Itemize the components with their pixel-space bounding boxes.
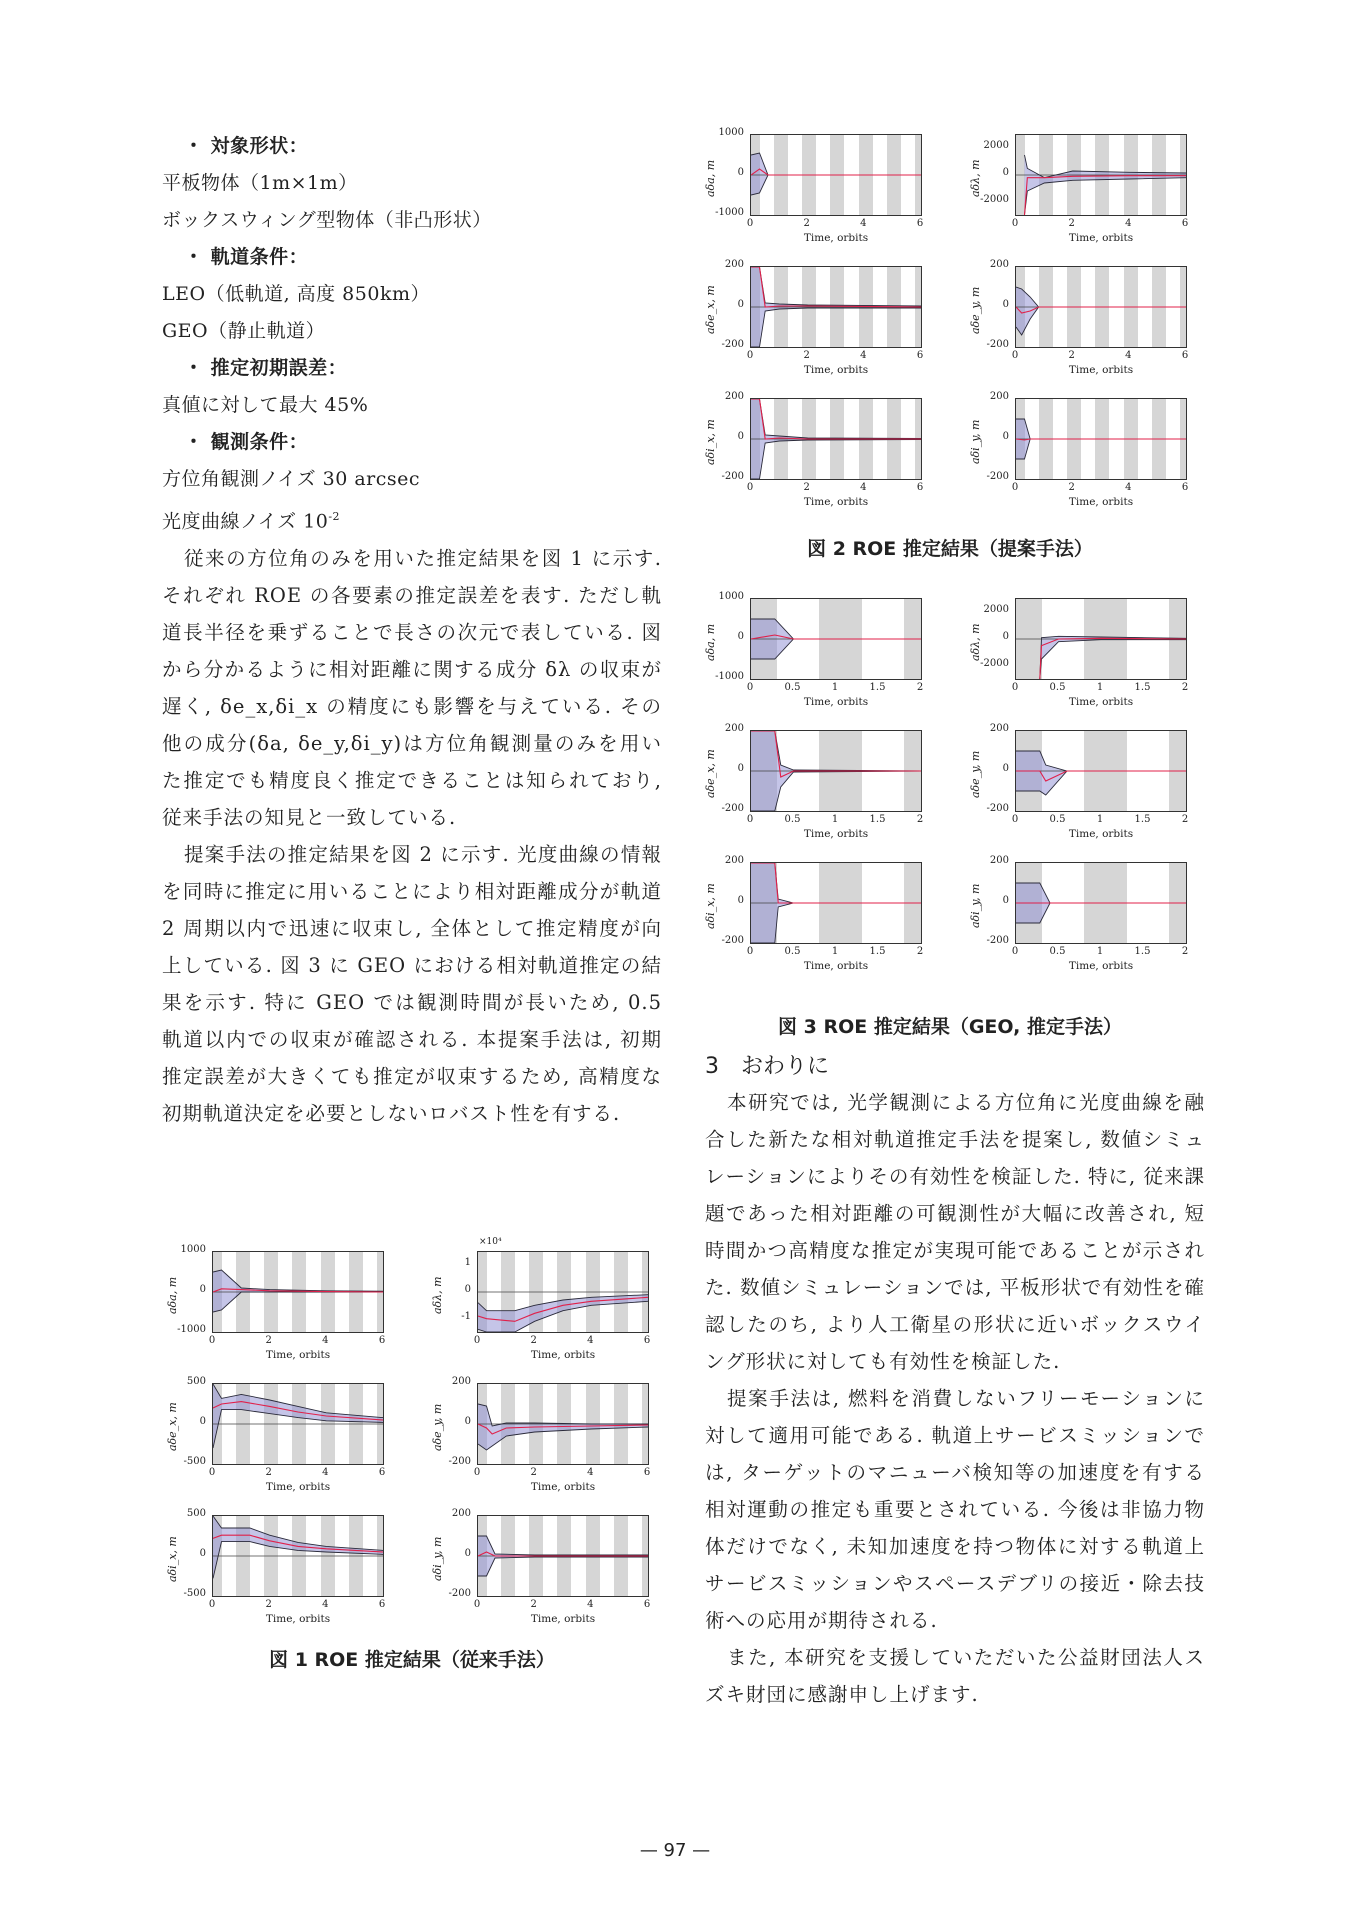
figure-2-caption: 図 2 ROE 推定結果（提案手法） <box>807 538 1093 560</box>
subplot <box>965 392 1195 520</box>
subplot <box>965 856 1195 984</box>
figure-1-grid <box>162 1237 662 1637</box>
x-tick-label: 1 <box>831 682 839 693</box>
x-tick-label: 4 <box>587 1599 594 1610</box>
y-tick-label: -1000 <box>715 671 744 682</box>
x-tick-label: 2 <box>1068 218 1075 229</box>
plot-lines <box>213 1384 383 1464</box>
subplot <box>965 260 1195 388</box>
x-tick-label: 6 <box>1181 218 1189 229</box>
plot-area <box>212 1251 384 1333</box>
x-tick-label: 0 <box>746 218 754 229</box>
y-tick-label: 0 <box>737 431 744 442</box>
y-tick-label: 0 <box>737 167 744 178</box>
plot-area <box>477 1383 649 1465</box>
figure-2-grid <box>700 128 1200 520</box>
y-axis-label: aδλ, m <box>969 159 982 197</box>
condition-line: ボックスウィング型物体（非凸形状） <box>162 209 492 231</box>
x-tick-label: 1 <box>831 814 839 825</box>
subplot <box>965 724 1195 852</box>
x-axis-label: Time, orbits <box>1068 496 1134 508</box>
x-tick-label: 1.5 <box>1134 814 1151 825</box>
x-tick-label: 0.5 <box>784 814 801 825</box>
y-tick-label: -200 <box>448 1588 471 1599</box>
x-tick-label: 1.5 <box>1134 682 1151 693</box>
y-axis-label: aδe_y, m <box>969 750 982 798</box>
plot-area <box>1015 266 1187 348</box>
y-axis-label: aδλ, m <box>431 1276 444 1314</box>
x-tick-label: 1.5 <box>869 682 886 693</box>
y-tick-label: 200 <box>989 259 1009 270</box>
y-tick-label: -2000 <box>980 657 1009 669</box>
x-axis-label: Time, orbits <box>803 364 869 376</box>
x-tick-label: 0 <box>1011 218 1019 229</box>
plot-area <box>750 266 922 348</box>
y-axis-label: aδe_x, m <box>704 749 717 799</box>
x-tick-label: 2 <box>265 1599 272 1610</box>
x-tick-label: 6 <box>1181 482 1189 493</box>
axis-scale-label: ×10⁴ <box>479 1237 502 1247</box>
condition-line: 方位角観測ノイズ 30 arcsec <box>162 468 421 490</box>
paragraph-fig2-description: 提案手法の推定結果を図 2 に示す. 光度曲線の情報を同時に推定に用いることにより相対距離成分が軌道 2 周期以内で迅速に収束し, 全体として推定精度が向上している. 図 3 に GEO における相対軌道推定の結果を示す. 特に GEO では観測時間が長いため, 0.5 軌道以内での収束が確認される. 本提案手法は, 初期推定誤差が大きくても推定が収束するため, 高精度な初期軌道決定を必要としないロバスト性を有する. <box>162 843 662 1126</box>
y-axis-label: aδe_y, m <box>431 1403 444 1451</box>
y-tick-label: -200 <box>448 1456 471 1467</box>
plot-lines <box>213 1516 383 1596</box>
x-tick-label: 4 <box>587 1335 594 1346</box>
y-tick-label: 0 <box>1002 895 1009 906</box>
x-tick-label: 4 <box>860 482 867 493</box>
y-tick-label: -1000 <box>177 1324 206 1335</box>
y-axis-label: aδi_x, m <box>166 1536 179 1582</box>
plot-area <box>212 1515 384 1597</box>
x-axis-label: Time, orbits <box>1068 828 1134 840</box>
x-tick-label: 0 <box>208 1599 216 1610</box>
plot-lines <box>1016 863 1186 943</box>
x-tick-label: 0 <box>473 1599 481 1610</box>
y-tick-label: -200 <box>986 339 1009 350</box>
x-axis-label: Time, orbits <box>803 496 869 508</box>
x-tick-label: 2 <box>916 814 924 825</box>
x-tick-label: 6 <box>643 1467 651 1478</box>
y-tick-label: 2000 <box>983 140 1009 152</box>
y-tick-label: -200 <box>721 339 744 350</box>
y-tick-label: -200 <box>986 803 1009 814</box>
plot-area <box>750 134 922 216</box>
x-axis-label: Time, orbits <box>265 1481 331 1493</box>
figure-1 <box>162 1237 662 1672</box>
y-tick-label: 200 <box>724 391 744 402</box>
subplot <box>700 856 930 984</box>
y-tick-label: -200 <box>986 935 1009 946</box>
plot-lines <box>751 731 921 811</box>
x-tick-label: 0.5 <box>784 682 801 693</box>
y-axis-label: aδe_x, m <box>704 285 717 335</box>
y-axis-label: aδi_x, m <box>704 883 717 929</box>
y-axis-label: aδi_y, m <box>969 419 982 465</box>
y-tick-label: 1 <box>464 1257 471 1269</box>
y-tick-label: 0 <box>199 1416 206 1427</box>
x-tick-label: 6 <box>916 350 924 361</box>
x-tick-label: 4 <box>1125 350 1132 361</box>
plot-lines <box>751 135 921 215</box>
x-axis-label: Time, orbits <box>1068 960 1134 972</box>
subplot <box>427 1377 657 1505</box>
figure-1-caption: 図 1 ROE 推定結果（従来手法） <box>269 1649 555 1671</box>
y-tick-label: 200 <box>724 723 744 734</box>
y-tick-label: -500 <box>183 1588 206 1599</box>
condition-line: 光度曲線ノイズ $10^{-2}$ <box>162 510 341 533</box>
subplot <box>162 1377 392 1505</box>
x-tick-label: 0 <box>208 1467 216 1478</box>
x-tick-label: 4 <box>1125 218 1132 229</box>
y-tick-label: 200 <box>989 391 1009 402</box>
y-tick-label: 2000 <box>983 604 1009 616</box>
x-tick-label: 0 <box>746 482 754 493</box>
x-tick-label: 1.5 <box>1134 946 1151 957</box>
y-tick-label: -200 <box>986 471 1009 482</box>
x-tick-label: 0.5 <box>784 946 801 957</box>
condition-heading: ・ 観測条件： <box>184 431 309 453</box>
x-tick-label: 2 <box>803 218 810 229</box>
x-tick-label: 0 <box>1011 682 1019 693</box>
y-tick-label: 0 <box>464 1416 471 1427</box>
x-tick-label: 6 <box>916 482 924 493</box>
y-tick-label: 0 <box>737 631 744 642</box>
plot-lines <box>213 1252 383 1332</box>
x-tick-label: 1 <box>831 946 839 957</box>
plot-area <box>750 730 922 812</box>
plot-lines <box>751 399 921 479</box>
subplot <box>162 1245 392 1373</box>
x-tick-label: 4 <box>322 1599 329 1610</box>
y-tick-label: 0 <box>737 299 744 310</box>
y-axis-label: aδa, m <box>166 1276 179 1314</box>
figure-3-grid <box>700 592 1200 984</box>
x-axis-label: Time, orbits <box>1068 232 1134 244</box>
plot-area <box>477 1251 649 1333</box>
x-tick-label: 0 <box>746 814 754 825</box>
y-axis-label: aδi_y, m <box>431 1536 444 1582</box>
condition-line: LEO（低軌道, 高度 850km） <box>162 283 430 305</box>
y-tick-label: -500 <box>183 1456 206 1467</box>
plot-lines <box>1016 399 1186 479</box>
y-tick-label: 0 <box>1002 299 1009 310</box>
x-tick-label: 4 <box>322 1335 329 1346</box>
x-axis-label: Time, orbits <box>803 232 869 244</box>
condition-line: 真値に対して最大 45% <box>162 394 369 416</box>
y-tick-label: 200 <box>989 855 1009 866</box>
x-tick-label: 0 <box>208 1335 216 1346</box>
condition-line: 平板物体（1m×1m） <box>162 172 358 194</box>
y-axis-label: aδi_x, m <box>704 419 717 465</box>
condition-line: GEO（静止軌道） <box>162 320 326 342</box>
left-column <box>162 128 662 1132</box>
x-tick-label: 0.5 <box>1049 814 1066 825</box>
subplot <box>700 724 930 852</box>
subplot <box>700 260 930 388</box>
plot-area <box>1015 398 1187 480</box>
section-title-conclusion: 3 おわりに <box>705 1054 829 1079</box>
y-tick-label: 1000 <box>718 591 744 602</box>
condition-heading: ・ 軌道条件： <box>184 246 309 268</box>
x-tick-label: 0 <box>746 682 754 693</box>
x-tick-label: 6 <box>378 1599 386 1610</box>
x-tick-label: 2 <box>916 682 924 693</box>
plot-lines <box>478 1516 648 1596</box>
subplot <box>965 592 1195 720</box>
y-tick-label: 0 <box>199 1548 206 1559</box>
subplot <box>427 1237 657 1373</box>
plot-area <box>1015 134 1187 216</box>
plot-lines <box>1016 731 1186 811</box>
paragraph-acknowledgement: また, 本研究を支援していただいた公益財団法人スズキ財団に感謝申し上げます. <box>705 1646 1205 1706</box>
x-tick-label: 6 <box>643 1599 651 1610</box>
y-tick-label: 200 <box>451 1508 471 1519</box>
y-tick-label: -1000 <box>715 207 744 218</box>
x-axis-label: Time, orbits <box>803 828 869 840</box>
plot-lines <box>751 599 921 679</box>
plot-area <box>477 1515 649 1597</box>
x-tick-label: 2 <box>265 1467 272 1478</box>
y-axis-label: aδe_x, m <box>166 1402 179 1452</box>
x-tick-label: 2 <box>803 350 810 361</box>
figure-3-caption: 図 3 ROE 推定結果（GEO, 推定手法） <box>778 1016 1122 1038</box>
figure-3 <box>700 592 1200 1039</box>
y-tick-label: 1000 <box>180 1244 206 1255</box>
subplot <box>427 1509 657 1637</box>
plot-lines <box>478 1384 648 1464</box>
x-tick-label: 2 <box>530 1335 537 1346</box>
x-tick-label: 0.5 <box>1049 946 1066 957</box>
y-tick-label: -200 <box>721 803 744 814</box>
x-tick-label: 2 <box>530 1467 537 1478</box>
x-tick-label: 0 <box>746 946 754 957</box>
plot-lines <box>1016 267 1186 347</box>
x-tick-label: 2 <box>1068 482 1075 493</box>
x-axis-label: Time, orbits <box>803 960 869 972</box>
paragraph-fig1-description: 従来の方位角のみを用いた推定結果を図 1 に示す. それぞれ ROE の各要素の推定誤差を表す. ただし軌道長半径を乗ずることで長さの次元で表している. 図から分かるように相対距離に関する成分 δλ の収束が遅く, δe_x,δi_x の精度にも影響を与えている. その他の成分(δa, δe_y,δi_y)は方位角観測量のみを用いた推定でも精度良く推定できることは知られており, 従来手法の知見と一致している. <box>162 547 662 830</box>
y-tick-label: -200 <box>721 471 744 482</box>
conditions-list <box>162 128 662 540</box>
x-axis-label: Time, orbits <box>1068 364 1134 376</box>
subplot <box>162 1509 392 1637</box>
x-tick-label: 1 <box>1096 682 1104 693</box>
x-tick-label: 4 <box>1125 482 1132 493</box>
x-tick-label: 4 <box>587 1467 594 1478</box>
x-axis-label: Time, orbits <box>265 1349 331 1361</box>
y-axis-label: aδe_y, m <box>969 286 982 334</box>
plot-area <box>750 398 922 480</box>
paragraph-conclusion-1: 本研究では, 光学観測による方位角に光度曲線を融合した新たな相対軌道推定手法を提案し, 数値シミュレーションによりその有効性を検証した. 特に, 従来課題であった相対距離の可観測性が大幅に改善され, 短時間かつ高精度な推定が実現可能であることが示された. 数値シミュレーションでは, 平板形状で有効性を確認したのち, より人工衛星の形状に近いボックスウイング形状に対しても有効性を検証した. <box>705 1091 1205 1373</box>
x-axis-label: Time, orbits <box>265 1613 331 1625</box>
x-tick-label: 2 <box>265 1335 272 1346</box>
x-tick-label: 0 <box>1011 946 1019 957</box>
x-axis-label: Time, orbits <box>530 1481 596 1493</box>
y-tick-label: -200 <box>721 935 744 946</box>
x-tick-label: 0 <box>473 1467 481 1478</box>
y-axis-label: aδa, m <box>704 159 717 197</box>
y-tick-label: 0 <box>464 1548 471 1559</box>
y-tick-label: 0 <box>1002 167 1009 178</box>
x-tick-label: 0 <box>1011 350 1019 361</box>
x-tick-label: 1.5 <box>869 946 886 957</box>
plot-lines <box>478 1252 648 1332</box>
plot-lines <box>1016 135 1186 215</box>
right-column-text <box>705 1050 1205 1713</box>
y-tick-label: 200 <box>989 723 1009 734</box>
condition-heading: ・ 推定初期誤差： <box>184 357 348 379</box>
x-axis-label: Time, orbits <box>530 1613 596 1625</box>
x-tick-label: 1 <box>1096 946 1104 957</box>
y-tick-label: 0 <box>199 1284 206 1295</box>
plot-area <box>1015 862 1187 944</box>
x-tick-label: 1.5 <box>869 814 886 825</box>
condition-heading: ・ 対象形状： <box>184 135 309 157</box>
x-tick-label: 0 <box>1011 482 1019 493</box>
y-tick-label: 0 <box>1002 631 1009 642</box>
y-tick-label: 200 <box>451 1376 471 1387</box>
plot-area <box>212 1383 384 1465</box>
plot-area <box>750 862 922 944</box>
y-axis-label: aδλ, m <box>969 623 982 661</box>
x-tick-label: 2 <box>916 946 924 957</box>
y-tick-label: 200 <box>724 259 744 270</box>
y-axis-label: aδa, m <box>704 623 717 661</box>
y-tick-label: 1000 <box>718 127 744 138</box>
y-tick-label: 0 <box>464 1284 471 1295</box>
subplot <box>965 128 1195 256</box>
x-tick-label: 6 <box>378 1467 386 1478</box>
x-tick-label: 2 <box>1181 814 1189 825</box>
x-axis-label: Time, orbits <box>1068 696 1134 708</box>
y-axis-label: aδi_y, m <box>969 883 982 929</box>
x-tick-label: 2 <box>530 1599 537 1610</box>
x-tick-label: 0.5 <box>1049 682 1066 693</box>
x-tick-label: 4 <box>322 1467 329 1478</box>
x-tick-label: 6 <box>916 218 924 229</box>
subplot <box>700 128 930 256</box>
x-axis-label: Time, orbits <box>803 696 869 708</box>
y-tick-label: 500 <box>186 1508 206 1519</box>
y-tick-label: 0 <box>1002 763 1009 774</box>
x-tick-label: 0 <box>1011 814 1019 825</box>
x-axis-label: Time, orbits <box>530 1349 596 1361</box>
x-tick-label: 4 <box>860 218 867 229</box>
x-tick-label: 2 <box>1181 682 1189 693</box>
y-tick-label: -1 <box>461 1310 471 1322</box>
y-tick-label: -2000 <box>980 193 1009 205</box>
plot-lines <box>751 863 921 943</box>
subplot <box>700 592 930 720</box>
plot-area <box>1015 730 1187 812</box>
plot-lines <box>1016 599 1186 679</box>
x-tick-label: 6 <box>643 1335 651 1346</box>
plot-area <box>750 598 922 680</box>
page-number: — 97 — <box>639 1840 711 1861</box>
x-tick-label: 6 <box>378 1335 386 1346</box>
plot-lines <box>751 267 921 347</box>
plot-area <box>1015 598 1187 680</box>
x-tick-label: 4 <box>860 350 867 361</box>
x-tick-label: 2 <box>803 482 810 493</box>
x-tick-label: 1 <box>1096 814 1104 825</box>
y-tick-label: 500 <box>186 1376 206 1387</box>
superscript: -2 <box>328 510 341 523</box>
figure-2 <box>700 128 1200 561</box>
x-tick-label: 2 <box>1068 350 1075 361</box>
y-tick-label: 0 <box>737 763 744 774</box>
y-tick-label: 200 <box>724 855 744 866</box>
x-tick-label: 6 <box>1181 350 1189 361</box>
x-tick-label: 2 <box>1181 946 1189 957</box>
subplot <box>700 392 930 520</box>
y-tick-label: 0 <box>737 895 744 906</box>
x-tick-label: 0 <box>746 350 754 361</box>
x-tick-label: 0 <box>473 1335 481 1346</box>
y-tick-label: 0 <box>1002 431 1009 442</box>
paragraph-conclusion-2: 提案手法は, 燃料を消費しないフリーモーションに対して適用可能である. 軌道上サービスミッションでは, ターゲットのマニューバ検知等の加速度を有する相対運動の推定も重要とされている. 今後は非協力物体だけでなく, 未知加速度を持つ物体に対する軌道上サービスミッションやスペースデブリの接近・除去技術への応用が期待される. <box>705 1387 1205 1632</box>
